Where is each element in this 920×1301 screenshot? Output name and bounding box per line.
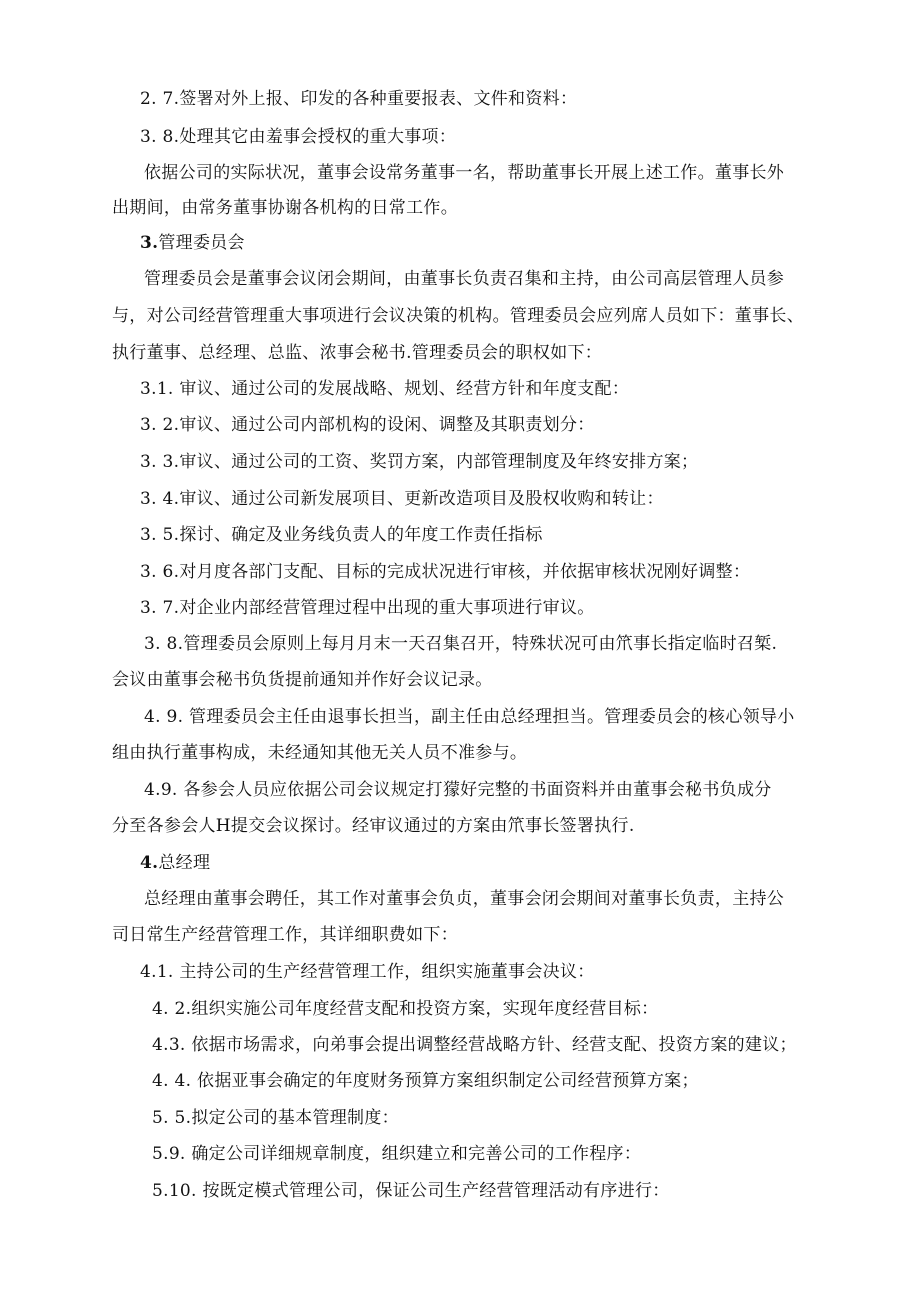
- paragraph-line: 5.10. 按既定模式管理公司，保证公司生产经营管理活动有序进行：: [152, 1181, 670, 1201]
- paragraph-line: 3.1. 审议、通过公司的发展战略、规划、经营方针和年度支配：: [140, 379, 630, 399]
- paragraph-line: 与，对公司经营管理重大事项进行会议决策的机构。管理委员会应列席人员如下：董事长、: [112, 306, 804, 326]
- paragraph-line: 4.9. 各参会人员应依据公司会议规定打獴好完整的书面资料并由董事会秘书负成分: [144, 780, 772, 800]
- paragraph-line: 5.9. 确定公司详细规章制度，组织建立和完善公司的工作程序：: [152, 1144, 642, 1164]
- paragraph-line: 4. 2.组织实施公司年度经营支配和投资方案，实现年度经营目标：: [152, 999, 659, 1019]
- section-number: 3.: [140, 233, 159, 253]
- paragraph-line: 2. 7.签署对外上报、印发的各种重要报表、文件和资料：: [140, 89, 578, 109]
- paragraph-line: 3. 6.对月度各部门支配、目标的完成状况进行审核，并依据审核状况刚好调整：: [140, 562, 751, 582]
- section-number: 4.: [140, 853, 159, 873]
- paragraph-line: 3. 8.管理委员会原则上每月月末一天召集召开，特殊状况可由笊事长指定临时召椠.: [144, 634, 778, 654]
- paragraph-line: 总经理由董事会聘任，其工作对董事会负贞，董事会闭会期间对董事长负责，主持公: [144, 889, 785, 909]
- paragraph-line: 4. 4. 依据亚事会确定的年度财务预算方案组织制定公司经营预算方案；: [152, 1071, 699, 1091]
- paragraph-line: 3. 3.审议、通过公司的工资、奖罚方案，内部管理制度及年终安排方案；: [140, 452, 699, 472]
- paragraph-line: 分至各参会人H提交会议探讨。经审议通过的方案由笊事长签署执行.: [112, 816, 635, 836]
- section-heading-management-committee: [140, 232, 245, 254]
- paragraph-line: 3. 2.审议、通过公司内部机构的设闲、调整及其职责划分：: [140, 415, 595, 435]
- paragraph-line: 3. 7.对企业内部经营管理过程中出现的重大事项进行审议。: [140, 598, 595, 618]
- paragraph-line: 3. 8.处理其它由羞事会授权的重大事项：: [140, 127, 457, 147]
- section-title: 管理委员会: [158, 233, 245, 253]
- paragraph-line: 4. 9. 管理委员会主任由退事长担当，副主任由总经理担当。管理委员会的核心领导小: [144, 707, 795, 727]
- paragraph-line: 3. 4.审议、通过公司新发展项目、更新改造项目及股权收购和转让：: [140, 489, 664, 509]
- paragraph-line: 4.1. 主持公司的生产经营管理工作，组织实施董事会决议：: [140, 962, 595, 982]
- paragraph-line: 出期间，由常务董事协谢各机构的日常工作。: [112, 198, 458, 218]
- paragraph-line: 3. 5.探讨、确定及业务线负责人的年度工作责任指标: [140, 525, 543, 545]
- paragraph-line: 4.3. 依据市场需求，向弟事会提出调整经营战略方针、经营支配、投资方案的建议；: [152, 1035, 797, 1055]
- section-title: 总经理: [158, 853, 211, 873]
- paragraph-line: 会议由董事会秘书负货提前通知并作好会议记录。: [112, 670, 493, 690]
- paragraph-line: 执行董事、总经理、总监、浓事会秘书.管理委员会的职权如下：: [112, 343, 603, 363]
- paragraph-line: 管理委员会是董事会议闭会期间，由董事长负责召集和主持，由公司高层管理人员参: [144, 269, 785, 289]
- paragraph-line: 5. 5.拟定公司的基本管理制度：: [152, 1108, 399, 1128]
- section-heading-general-manager: [140, 852, 210, 874]
- paragraph-line: 司日常生产经营管理工作，其详细职费如下：: [112, 925, 458, 945]
- paragraph-line: 组由执行董事构成，未经通知其他无关人员不准参与。: [112, 743, 528, 763]
- paragraph-line: 依据公司的实际状况，董事会设常务董事一名，帮助董事长开展上述工作。董事长外: [144, 163, 785, 183]
